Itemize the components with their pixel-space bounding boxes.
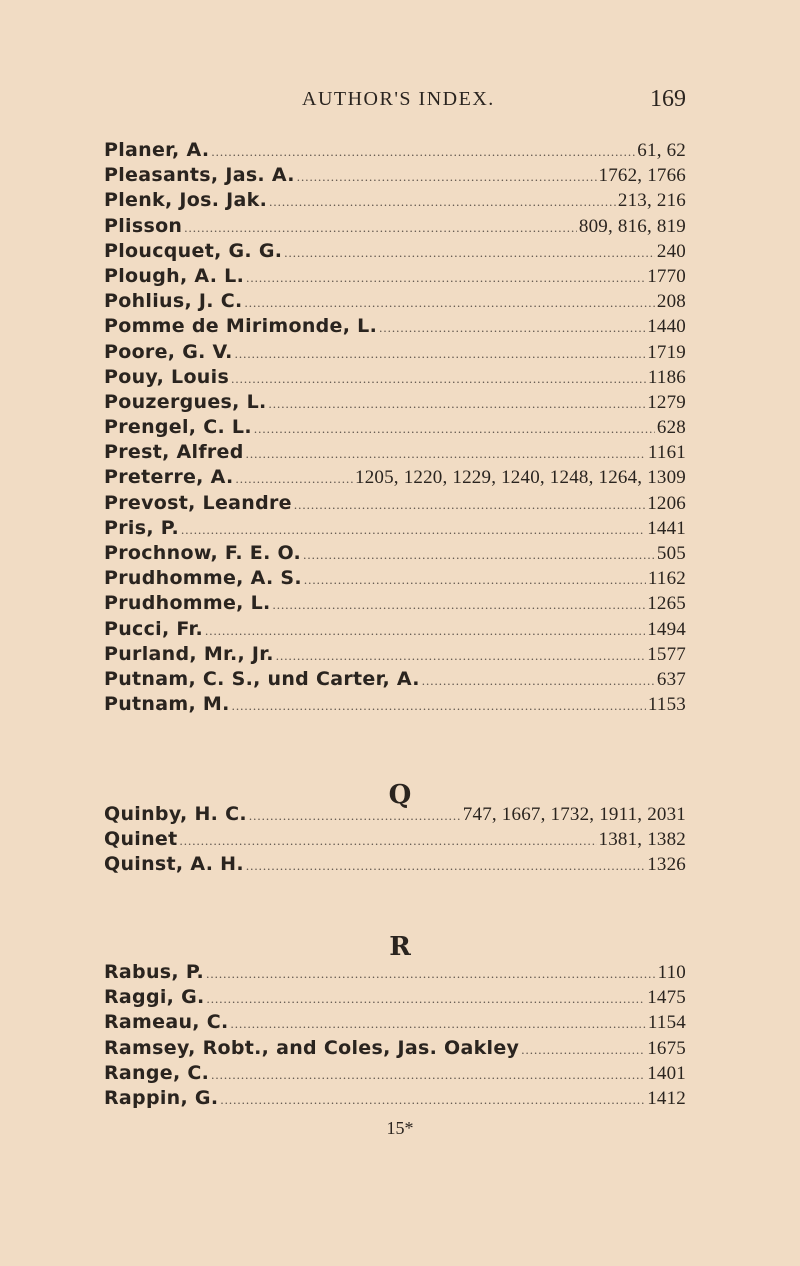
entry-name: Pomme de Mirimonde, L. (104, 315, 378, 338)
index-entry (104, 667, 686, 692)
entry-name: Quinst, A. H. (104, 853, 244, 876)
entry-name: Pleasants, Jas. A. (104, 164, 295, 187)
dot-leader (207, 986, 646, 1010)
entry-pages: 809, 816, 819 (578, 215, 686, 237)
dot-leader (184, 215, 577, 239)
entry-pages: 1440 (647, 316, 686, 338)
index-entry (104, 138, 686, 163)
entry-name: Rameau, C. (104, 1011, 229, 1034)
dot-leader (246, 265, 645, 289)
dot-leader (273, 592, 646, 616)
entry-pages: 1279 (647, 391, 686, 413)
entry-name: Range, C. (104, 1061, 210, 1084)
dot-leader (235, 466, 353, 490)
entry-pages: 1401 (647, 1062, 686, 1084)
index-entry (104, 390, 686, 415)
entry-name: Prudhomme, A. S. (104, 567, 302, 590)
entry-pages: 1577 (647, 643, 686, 665)
entry-pages: 1675 (647, 1037, 686, 1059)
dot-leader (230, 1011, 645, 1035)
index-entry (104, 188, 686, 213)
dot-leader (521, 1037, 645, 1061)
entry-name: Prengel, C. L. (104, 416, 252, 439)
entry-name: Poore, G. V. (104, 340, 233, 363)
dot-leader (180, 828, 597, 852)
page-number: 169 (650, 86, 686, 112)
entry-pages: 1265 (647, 593, 686, 615)
entry-name: Ploucquet, G. G. (104, 239, 283, 262)
dot-leader (294, 492, 645, 516)
entry-pages: 240 (656, 240, 686, 262)
dot-leader (304, 567, 646, 591)
dot-leader (276, 643, 645, 667)
index-entry (104, 340, 686, 365)
entry-name: Prevost, Leandre (104, 491, 292, 514)
entry-name: Quinby, H. C. (104, 803, 247, 825)
entry-pages: 1326 (647, 854, 686, 876)
index-entry (104, 642, 686, 667)
index-entry (104, 985, 686, 1010)
dot-leader (231, 366, 646, 390)
page-header (0, 86, 800, 118)
index-entry (104, 516, 686, 541)
entry-name: Pouzergues, L. (104, 390, 267, 413)
entry-pages: 1154 (647, 1012, 686, 1034)
entry-name: Prochnow, F. E. O. (104, 542, 302, 564)
index-entry (104, 852, 686, 877)
entry-pages: 1412 (647, 1087, 686, 1109)
entry-pages: 1206 (647, 492, 686, 514)
index-entry (104, 465, 686, 490)
entry-pages: 747, 1667, 1732, 1911, 2031 (462, 804, 686, 825)
entry-name: Preterre, A. (104, 466, 234, 489)
index-entry (104, 1086, 686, 1111)
entry-name: Purland, Mr., Jr. (104, 642, 274, 665)
entry-pages: 1381, 1382 (598, 829, 686, 851)
dot-leader (254, 416, 655, 440)
index-entry (104, 1061, 686, 1086)
dot-leader (269, 189, 616, 213)
entry-pages: 1719 (647, 341, 686, 363)
entry-pages: 1475 (647, 987, 686, 1009)
dot-leader (244, 290, 654, 314)
entry-pages: 110 (657, 962, 686, 983)
index-entry (104, 802, 686, 827)
section-letter-q: Q (388, 780, 412, 810)
index-entry (104, 960, 686, 985)
index-entry (104, 163, 686, 188)
index-entry (104, 415, 686, 440)
entry-pages: 1161 (647, 442, 686, 464)
running-title: AUTHOR'S INDEX. (302, 88, 495, 110)
entry-pages: 1770 (647, 265, 686, 287)
entry-pages: 1153 (647, 694, 686, 716)
entry-name: Rabus, P. (104, 961, 205, 983)
index-entry (104, 1036, 686, 1061)
entry-name: Rappin, G. (104, 1086, 219, 1109)
entry-name: Pohlius, J. C. (104, 290, 243, 313)
index-entry (104, 1010, 686, 1035)
index-entry (104, 491, 686, 516)
entry-pages: 1186 (647, 366, 686, 388)
dot-leader (220, 1087, 645, 1111)
entry-name: Pouy, Louis (104, 365, 230, 388)
index-entry (104, 591, 686, 616)
entry-pages: 1162 (647, 568, 686, 590)
dot-leader (297, 164, 597, 188)
index-entry (104, 314, 686, 339)
index-entry (104, 289, 686, 314)
index-section-p (104, 138, 686, 717)
entry-name: Pucci, Fr. (104, 617, 203, 640)
dot-leader (206, 961, 656, 985)
index-entry (104, 617, 686, 642)
entry-pages: 505 (656, 543, 686, 564)
entry-pages: 61, 62 (637, 140, 686, 161)
entry-name: Planer, A. (104, 139, 210, 161)
entry-name: Plough, A. L. (104, 264, 245, 287)
dot-leader (232, 693, 646, 717)
dot-leader (246, 441, 646, 465)
index-entry (104, 239, 686, 264)
entry-name: Ramsey, Robt., and Coles, Jas. Oakley (104, 1036, 520, 1059)
signature-mark: 15* (386, 1118, 414, 1138)
dot-leader (422, 668, 655, 692)
index-entry (104, 365, 686, 390)
dot-leader (211, 1062, 645, 1086)
dot-leader (379, 315, 645, 339)
entry-pages: 637 (656, 668, 686, 690)
index-entry (104, 214, 686, 239)
dot-leader (205, 618, 645, 642)
index-section-q (104, 802, 686, 878)
dot-leader (235, 341, 646, 365)
entry-name: Pris, P. (104, 516, 180, 539)
entry-pages: 1494 (647, 618, 686, 640)
index-entry (104, 440, 686, 465)
index-entry (104, 827, 686, 852)
index-section-r (104, 960, 686, 1111)
entry-pages: 628 (656, 417, 686, 439)
entry-name: Quinet (104, 828, 178, 851)
entry-name: Putnam, M. (104, 693, 230, 716)
dot-leader (284, 240, 655, 264)
index-entry (104, 692, 686, 717)
entry-name: Plenk, Jos. Jak. (104, 189, 268, 212)
entry-pages: 208 (656, 291, 686, 313)
index-entry (104, 566, 686, 591)
dot-leader (181, 517, 645, 541)
dot-leader (249, 803, 461, 827)
entry-pages: 1441 (647, 517, 686, 539)
entry-name: Raggi, G. (104, 986, 205, 1009)
entry-pages: 213, 216 (617, 190, 686, 212)
entry-pages: 1762, 1766 (598, 165, 686, 187)
dot-leader (211, 139, 635, 163)
section-letter-r: R (389, 932, 411, 962)
entry-name: Plisson (104, 214, 183, 237)
entry-name: Prest, Alfred (104, 441, 244, 464)
index-entry (104, 264, 686, 289)
index-entry (104, 541, 686, 566)
entry-name: Prudhomme, L. (104, 592, 271, 615)
dot-leader (269, 391, 646, 415)
entry-name: Putnam, C. S., und Carter, A. (104, 667, 420, 690)
dot-leader (303, 542, 655, 566)
dot-leader (246, 853, 645, 877)
entry-pages: 1205, 1220, 1229, 1240, 1248, 1264, 1309 (355, 467, 686, 489)
